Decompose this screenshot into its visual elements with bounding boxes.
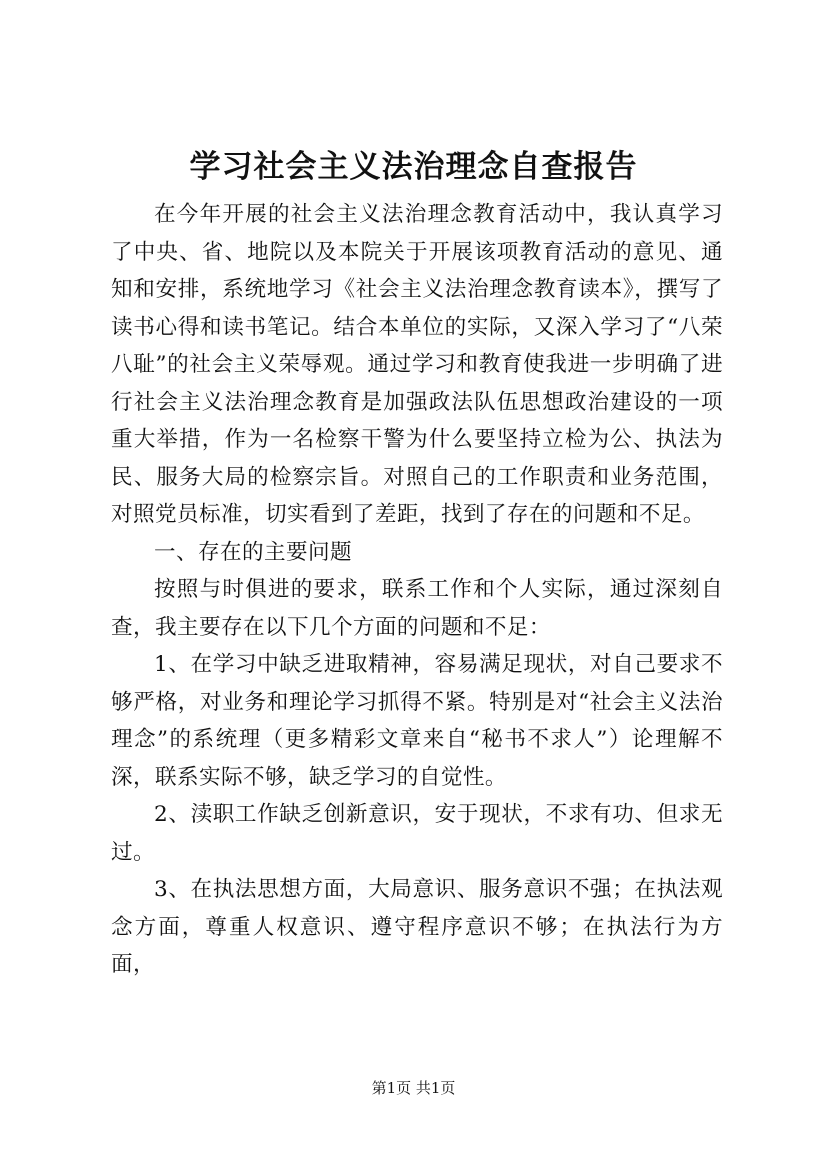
paragraph-intro: 在今年开展的社会主义法治理念教育活动中，我认真学习了中央、省、地院以及本院关于开展该项教育活动的意见、通知和安排，系统地学习《社会主义法治理念教育读本》，撰写了读书心得和读书笔记。结合本单位的实际，又深入学习了“八荣八耻”的社会主义荣辱观。通过学习和教育使我进一步明确了进行社会主义法治理念教育是加强政法队伍思想政治建设的一项重大举措，作为一名检察干警为什么要坚持立检为公、执法为民、服务大局的检察宗旨。对照自己的工作职责和业务范围，对照党员标准，切实看到了差距，找到了存在的问题和不足。 — [111, 202, 723, 527]
page-footer: 第1页 共1页 — [371, 1079, 456, 1097]
paragraph-item-1: 1、在学习中缺乏进取精神，容易满足现状，对自己要求不够严格，对业务和理论学习抓得不紧。特别是对“社会主义法治理念”的系统理（更多精彩文章来自“秘书不求人”）论理解不深，联系实际不够，缺乏学习的自觉性。 — [111, 652, 723, 790]
document-body — [111, 196, 723, 984]
paragraph-item-3: 3、在执法思想方面，大局意识、服务意识不强；在执法观念方面，尊重人权意识、遵守程序意识不够；在执法行为方面， — [111, 877, 723, 977]
paragraph-item-2: 2、渎职工作缺乏创新意识，安于现状，不求有功、但求无过。 — [111, 802, 723, 865]
document-title: 学习社会主义法治理念自查报告 — [189, 149, 638, 185]
section-heading-main-problems: 一、存在的主要问题 — [154, 539, 352, 565]
paragraph-self-check: 按照与时俱进的要求，联系工作和个人实际，通过深刻自查，我主要存在以下几个方面的问题和不足： — [111, 577, 723, 640]
